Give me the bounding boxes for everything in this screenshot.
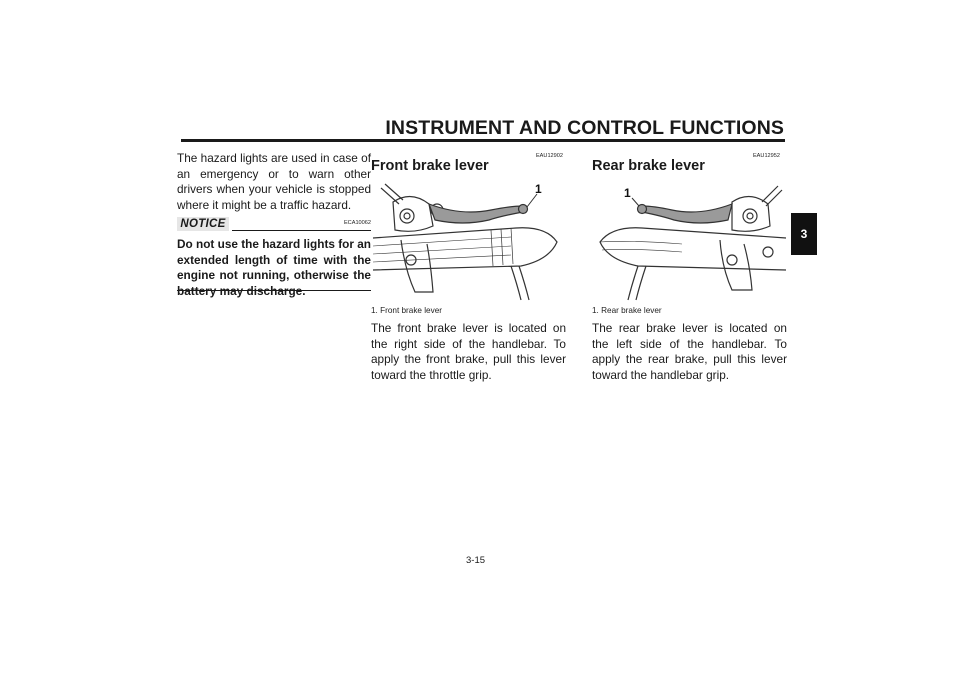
page-header-title: INSTRUMENT AND CONTROL FUNCTIONS [385, 117, 784, 139]
notice-top-rule [232, 230, 371, 231]
front-body-paragraph: The front brake lever is located on the right side of the handlebar. To apply the front brake, pull this lever toward the throttle grip. [371, 321, 566, 382]
page-number: 3-15 [466, 555, 486, 566]
rear-caption: 1. Rear brake lever [592, 306, 662, 315]
notice-text: Do not use the hazard lights for an extended length of time with the engine not running, otherwise the [177, 237, 372, 283]
front-brake-lever-illustration [371, 180, 567, 302]
front-callout-1: 1 [535, 182, 542, 196]
hazard-intro-paragraph: The hazard lights are used in case of an emergency or to warn other drivers when your vehicle is stopped where it might be a traffic hazard. [177, 151, 371, 212]
front-section-code: EAU12902 [535, 153, 563, 159]
rear-callout-1: 1 [624, 186, 631, 200]
front-caption: 1. Front brake lever [371, 306, 442, 315]
rear-brake-lever-illustration [592, 180, 788, 302]
rear-body-paragraph: The rear brake lever is located on the left side of the handlebar. To apply the rear brake, pull this lever toward the handlebar grip. [592, 321, 787, 382]
notice-bottom-rule [177, 290, 371, 291]
header-rule [181, 139, 785, 142]
front-section-title: Front brake lever [371, 158, 489, 174]
rear-section-title: Rear brake lever [592, 158, 705, 174]
rear-section-code: EAU12952 [752, 153, 780, 159]
notice-code: ECA10062 [343, 220, 371, 226]
notice-badge: NOTICE [177, 217, 229, 231]
chapter-tab: 3 [791, 213, 817, 255]
